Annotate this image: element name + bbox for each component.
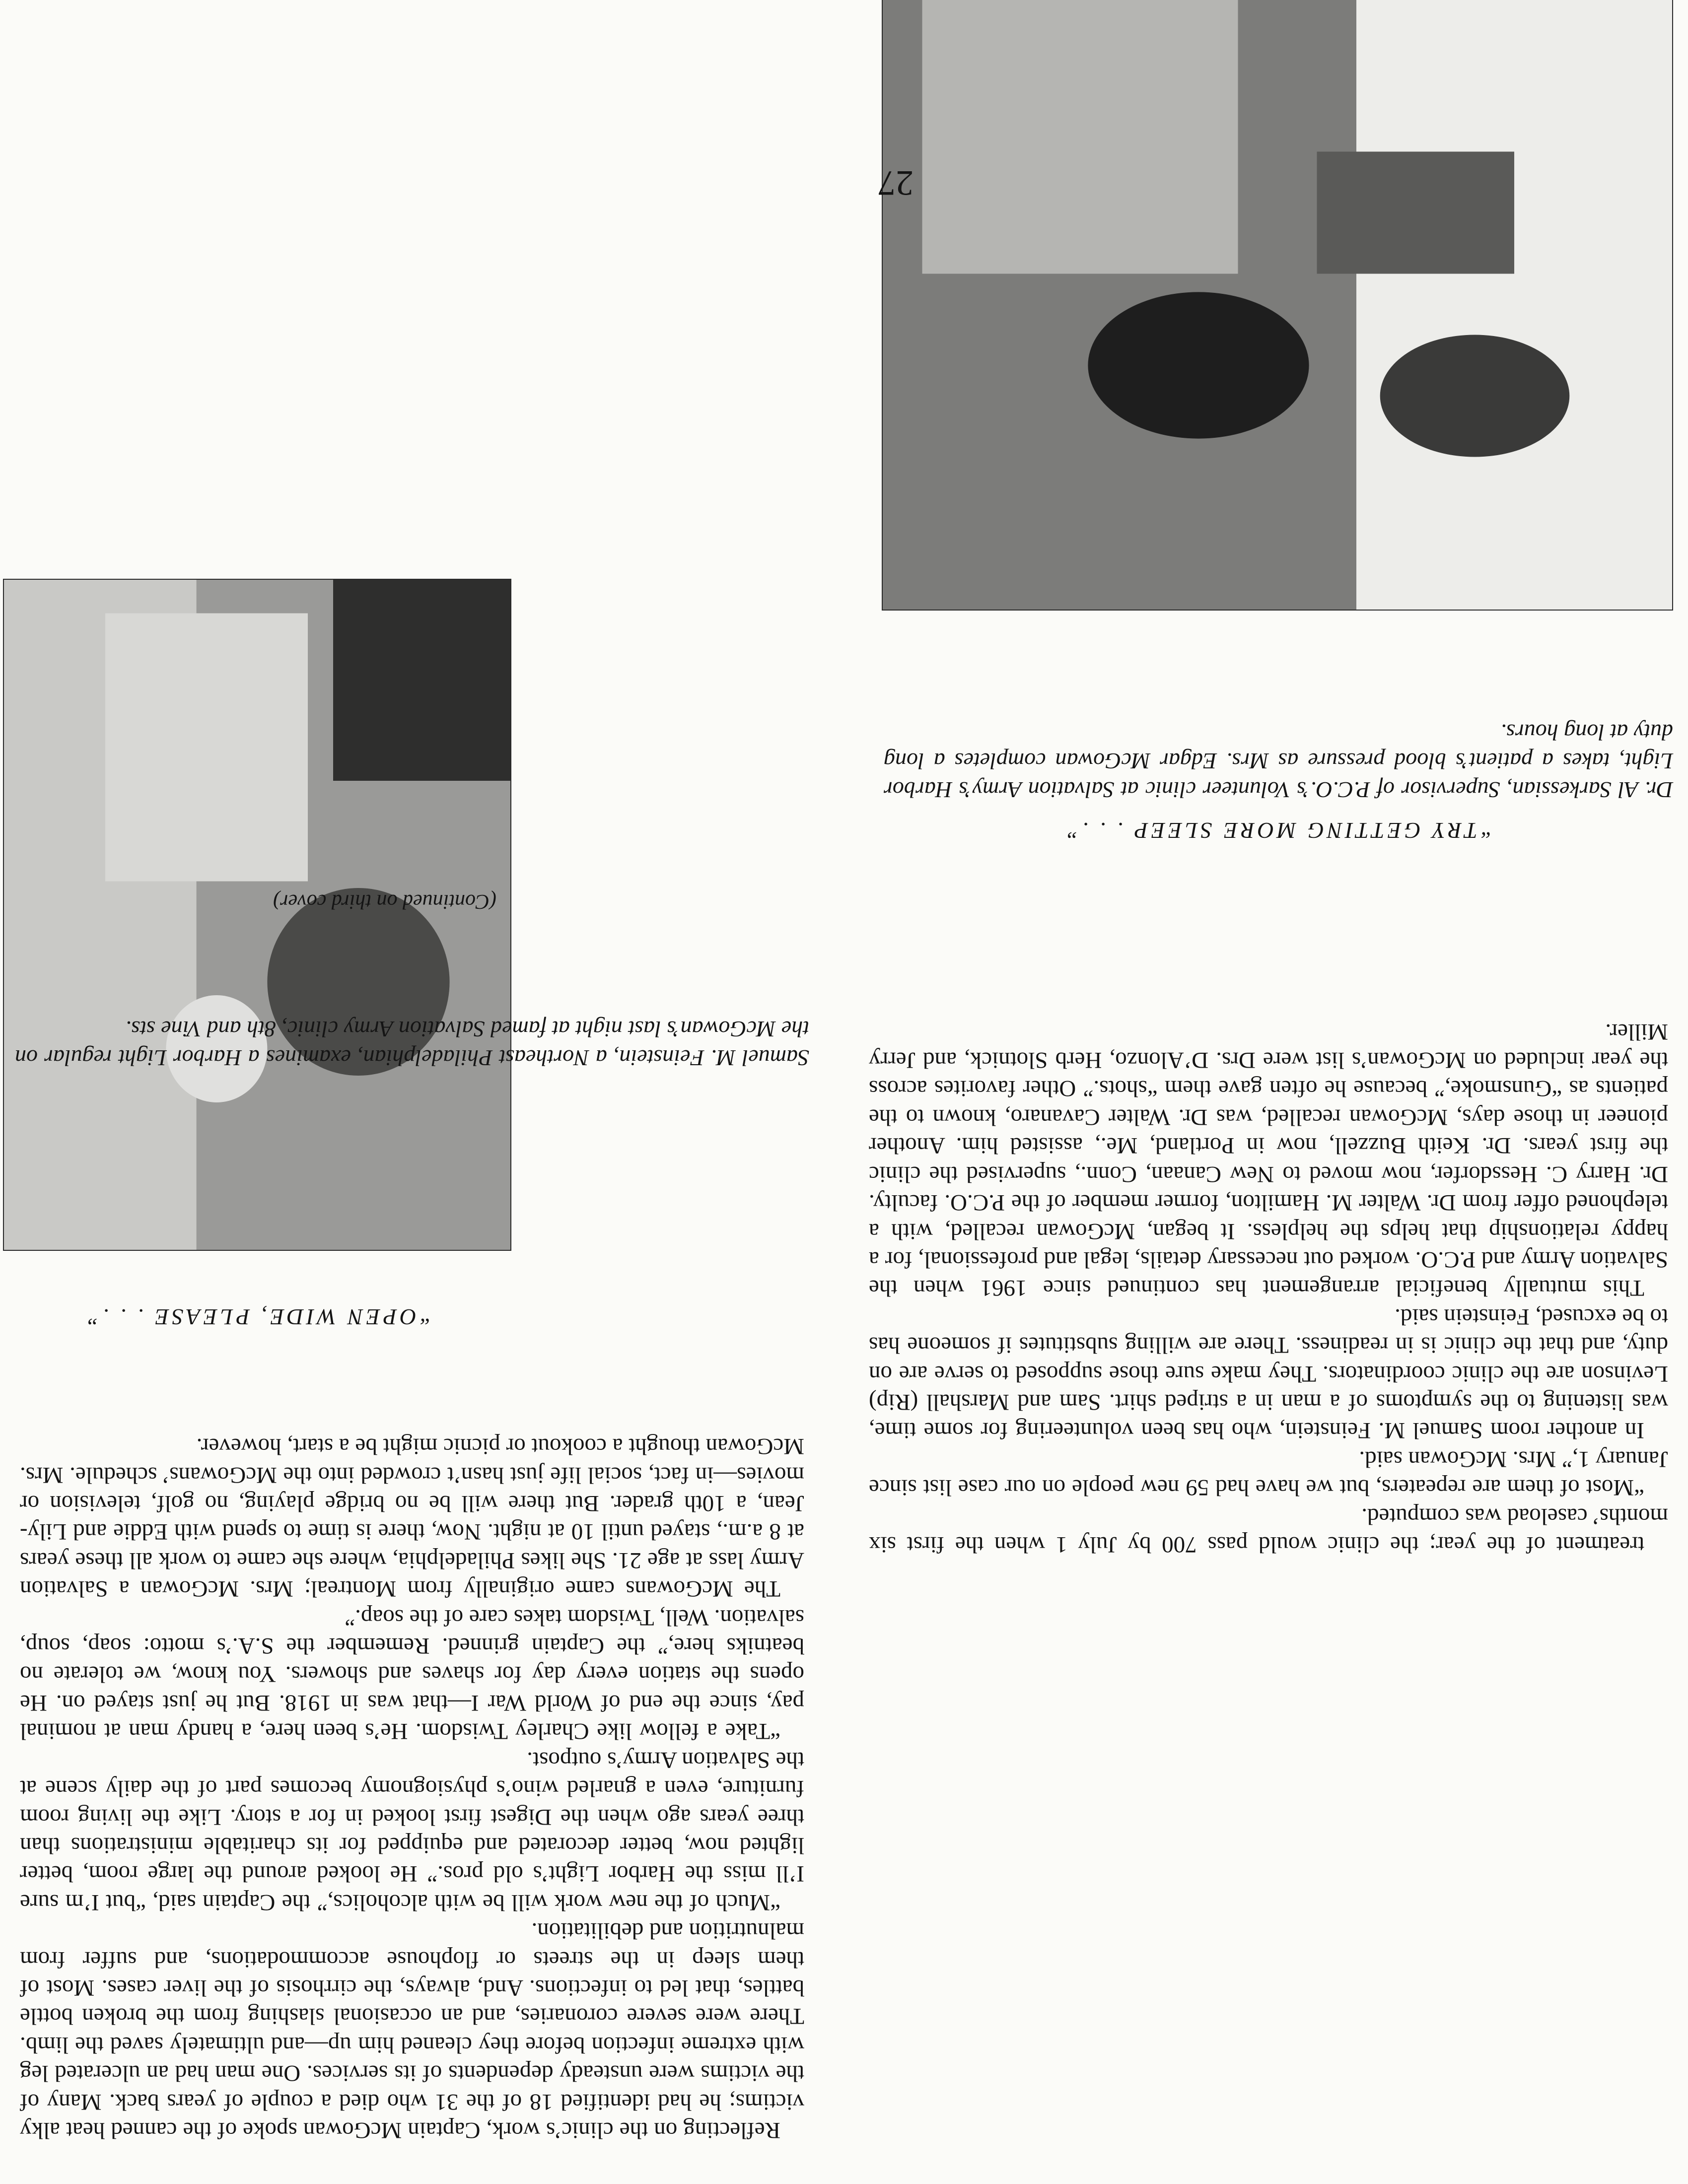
paragraph: This mutually beneficial arrangement has continued since 1961 when the Salvation Army and P.C.O. worked out necessary details, legal and professional, for a happy relationship that helps the helpless. It began, McGowan recalled, with a telephoned offer from Dr. Walter M. Hamilton, former member of the P.C.O. faculty. Dr. Harry C. Hessdorfer, now moved to New Canaan, Conn., supervised the clinic the first years. Dr. Keith Buzzell, now in Portland, Me., assisted him. Another pioneer in those days, McGowan recalled, was Dr. Walter Cavanaro, known to the patients as “Gunsmoke,” because he often gave them “shots.” Other favorites across the year included on McGowan’s list were Drs. D’Alonzo, Herb Slotnick, and Jerry Miller. <box>869 1019 1668 1301</box>
body-column-2 <box>869 1017 1668 1559</box>
caption-open-wide-visible: Samuel M. Feinstein, a Northeast Philadelphian, examines a Harbor Light regular on the McGowan’s last night at famed Salvation Army clinic, 8th and Vine sts. <box>15 1017 809 1071</box>
paragraph: In another room Samuel M. Feinstein, who has been volunteering for some time, was listening to the symptoms of a man in a striped shirt. Sam and Marshall (Rip) Levinson are the clinic coordinators. They make sure those supposed to serve are on duty, and that the clinic is in readiness. There are willing substitutes if someone has to be excused, Feinstein said. <box>869 1303 1668 1444</box>
page-number: 27 <box>878 163 914 203</box>
paragraph: treatment of the year; the clinic would pass 700 by July 1 when the first six months’ caseload was computed. <box>869 1503 1668 1558</box>
caption-try-sleep: Dr. Al Sarkessian, Supervisor of P.C.O.’s Volunteer clinic at Salvation Army’s Harbor Light, takes a patient’s blood pressure as Mrs. Edgar McGowan completes a long duty at long hours. <box>884 720 1673 803</box>
continued-note: (Continued on third cover) <box>273 890 496 913</box>
paragraph: The McGowans came originally from Montreal; Mrs. McGowan a Salvation Army lass at age 21. She likes Philadelphia, where she came to work all these years at 8 a.m., stayed until 10 at night. Now, there is time to spend with Eddie and Lily-Jean, a 10th grader. But there will be no bridge playing, no golf, television or movies—in fact, social life just hasn’t crowded into the McGowans’ schedule. Mrs. McGowan thought a cookout or picnic might be a start, however. <box>20 1433 804 1602</box>
photo-doctor-throat-exam <box>3 579 511 1251</box>
paragraph: “Take a fellow like Charley Twisdom. He’s been here, a handy man at nominal pay, since the end of World War I—that was in 1918. But he just stayed on. He opens the station every day for shaves and showers. You know, we tolerate no beatniks here,” the Captain grinned. Remember the S.A.’s motto: soap, soup, salvation. Well, Twisdom takes care of the soap.” <box>20 1604 804 1745</box>
paragraph: Reflecting on the clinic’s work, Captain McGowan spoke of the canned heat alky victims; he had identified 18 of the 31 who died a couple of years back. Many of the victims were unsteady dependents of its services. One man had an ulcerated leg with extreme infection before they cleaned him up—and ultimately saved the limb. There were severe coronaries, and an occasional slashing from the broken bottle battles, that led to infections. And, always, the cirrhosis of the liver cases. Most of them sleep in the streets or flophouse accommodations, and suffer from malnutrition and debilitation. <box>20 1918 804 2143</box>
headline-try-sleep: “TRY GETTING MORE SLEEP . . .” <box>1063 818 1493 843</box>
headline-open-wide: “OPEN WIDE, PLEASE . . .” <box>84 1304 432 1330</box>
photo-bp-check <box>882 0 1673 611</box>
paragraph: “Most of them are repeaters, but we have had 59 new people on our case list since January 1,” Mrs. McGowan said. <box>869 1446 1668 1501</box>
body-column-1 <box>20 1432 804 2144</box>
paragraph: “Much of the new work will be with alcoholics,” the Captain said, “but I’m sure I’ll miss the Harbor Light’s old pros.” He looked around the large room, better lighted now, better decorated and equipped for its charitable ministrations than three years ago when the Digest first looked in for a story. Like the living room furniture, even a gnarled wino’s physiognomy becomes part of the daily scene at the Salvation Army’s outpost. <box>20 1747 804 1915</box>
